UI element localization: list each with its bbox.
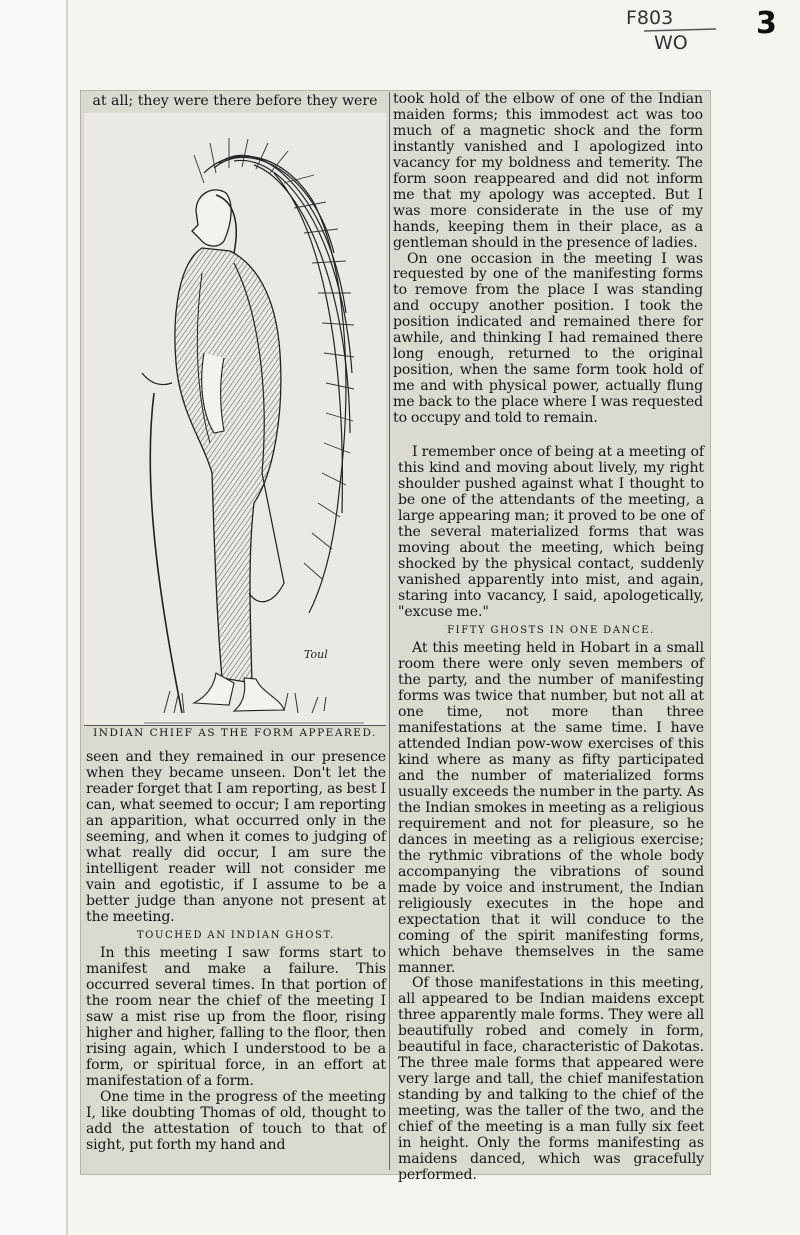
indian-chief-illustration xyxy=(84,113,386,726)
section-heading: TOUCHED AN INDIAN GHOST. xyxy=(136,930,336,942)
section-heading: FIFTY GHOSTS IN ONE DANCE. xyxy=(447,625,655,637)
column-divider xyxy=(389,92,390,1170)
page-margin-strip xyxy=(0,0,68,1235)
paragraph: One time in the progress of the meeting I, like doubting Thomas of old, thought to add the attestation of touch to that of sight, put forth my hand and xyxy=(86,1089,386,1153)
pencil-note-line2: WO xyxy=(654,32,688,52)
pencil-note-line1: F803 xyxy=(626,7,674,29)
paragraph: On one occasion in the meeting I was requested by one of the manifesting forms to remove from the place I was standing and occupy another position. I took the position indicated and remained there for awhile, and thinking I had remained there long enough, returned to the original position, when the same form took hold of me and with physical power, actually flung me back to the place where I was requested to occupy and told to remain. xyxy=(393,250,703,427)
right-column-bottom xyxy=(398,445,704,1184)
left-column xyxy=(86,750,386,1154)
artist-signature: Toul xyxy=(304,648,328,661)
chief-drawing xyxy=(84,113,386,725)
paragraph: took hold of the elbow of one of the Indian maiden forms; this immodest act was too much of a magnetic shock and the form instantly vanished and I apologized into vacancy for my boldness and temerity. The form soon reappeared and did not inform me that my apology was accepted. But I was more considerate in the use of my hands, keeping them in their place, as a gentleman should in the presence of ladies. xyxy=(393,91,703,251)
paragraph: In this meeting I saw forms start to manifest and make a failure. This occurred several times. In that portion of the room near the chief of the meeting I saw a mist rise up from the floor, rising higher and higher, falling to the floor, then rising again, which I understood to be a form, or spiritual force, in an effort at manifestation of a form. xyxy=(86,945,386,1090)
paragraph: seen and they remained in our presence when they became unseen. Don't let the reader forget that I am reporting, as best I can, what seemed to occur; I am reporting an apparition, what occurred only in the seeming, and when it comes to judging of what really did occur, I am sure the intelligent reader will not consider me vain and egotistic, if I assume to be a better judge than anyone not present at the meeting. xyxy=(86,749,386,925)
continued-line: at all; they were there before they were xyxy=(92,93,378,109)
paragraph: I remember once of being at a meeting of this kind and moving about lively, my right shoulder pushed against what I thought to be one of the attendants of the meeting, a large appearing man; it proved to be one of the several materialized forms that was moving about the meeting, which being shocked by the physical contact, suddenly vanished apparently into mist, and again, staring into vacancy, I said, apologetically, "excuse me." xyxy=(398,444,704,620)
page-number: 3 xyxy=(756,6,777,41)
pencil-annotation xyxy=(624,4,734,52)
illustration-caption: INDIAN CHIEF AS THE FORM APPEARED. xyxy=(93,727,377,739)
paragraph: Of those manifestations in this meeting, all appeared to be Indian maidens except three apparently male forms. They were all beautifully robed and comely in form, beautiful in face, characteristic of Dakotas. The three male forms that appeared were very large and tall, the chief manifestation standing by and talking to the chief of the meeting, was the taller of the two, and the chief of the meeting is a man fully six feet in height. Only the forms manifesting as maidens danced, which was gracefully performed. xyxy=(398,975,704,1183)
right-column-top xyxy=(393,92,703,427)
paragraph: At this meeting held in Hobart in a small room there were only seven members of the party, and the number of manifesting forms was twice that number, but not all at one time, not more than three manifestations at the same time. I have attended Indian pow-wow exercises of this kind where as many as fifty participated and the number of materialized forms usually exceeds the number in the party. As the Indian smokes in meeting as a religious requirement and not for pleasure, so he dances in meeting as a religious exercise; the rythmic vibrations of the whole body accompanying the vibrations of sound made by voice and instrument, the Indian religiously executes in the hope and expectation that it will conduce to the coming of the spirit manifesting forms, which behave themselves in the same manner. xyxy=(398,640,704,976)
